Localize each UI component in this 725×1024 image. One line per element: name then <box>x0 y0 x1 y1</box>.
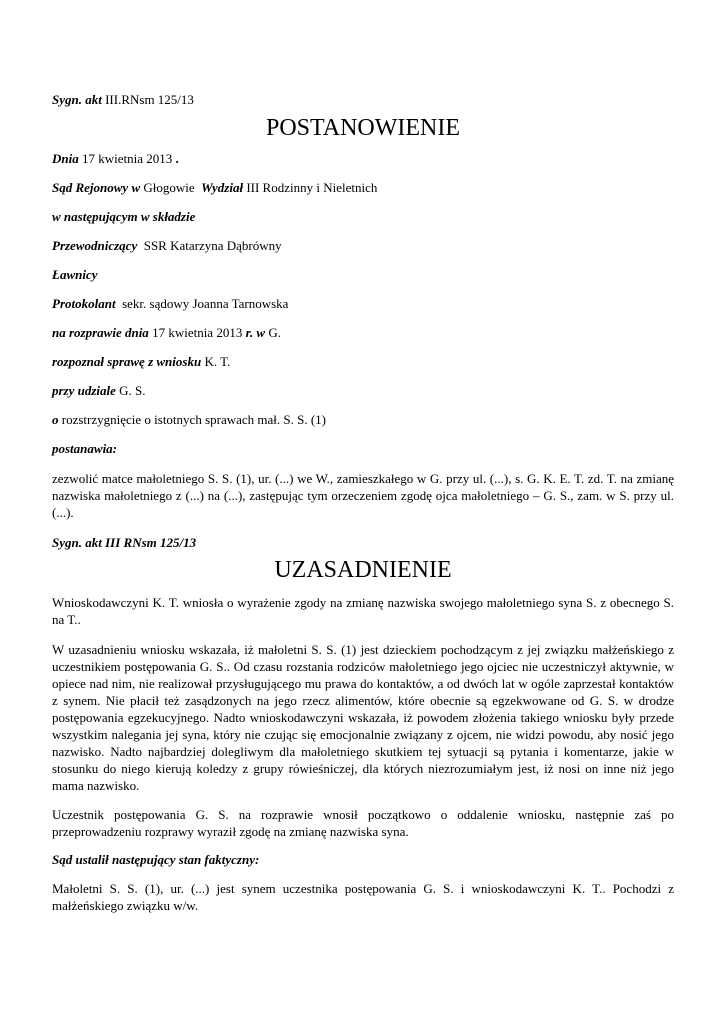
chair-value: SSR Katarzyna Dąbrówny <box>143 238 282 253</box>
clerk-label: Protokolant <box>52 296 116 311</box>
motion-value: K. T. <box>204 354 231 369</box>
composition-label: w następującym w składzie <box>52 209 196 224</box>
hearing-rw: r. w <box>245 325 266 340</box>
date-value: 17 kwietnia 2013 <box>81 151 173 166</box>
reasons-paragraph-2: W uzasadnieniu wniosku wskazała, iż małoletni S. S. (1) jest dzieckiem pochodzącym z jej związku małżeńskiego z uczestnikiem postępowania G. S.. Od czasu rozstania rodziców małoletniego jego ojciec nie uczestniczył aktywnie, w opiece nad nim, nie realizował przysługującego mu prawa do kontaktów, a od dwóch lat w ogóle zaprzestał kontaktów z synem. Nie płacił też zasądzonych na jego rzecz alimentów, które obecnie są egzekwowane od G. S. w drodze postępowania egzekucyjnego. Nadto wnioskodawczyni wskazała, iż powodem złożenia takiego wniosku były przede wszystkim nalegania jej syna, który nie czując się emocjonalnie związany z ojcem, nie widzi powodu, aby nosić jego nazwisko. Nadto najbardziej dolegliwym dla małoletniego skutkiem tej sytuacji są pytania i komentarze, jakie w stosunku do niego kierują koledzy z grupy rówieśniczej, dla których niezrozumiałym jest, iż nosi on inne niż jego mama nazwisko. <box>52 642 674 793</box>
chair-label: Przewodniczący <box>52 238 138 253</box>
court-line <box>52 180 377 196</box>
subject-line <box>52 412 326 428</box>
department-value: III Rodzinny i Nieletnich <box>246 180 378 195</box>
subject-label: o <box>52 412 59 427</box>
title-uzasadnienie: UZASADNIENIE <box>274 557 452 583</box>
motion-label: rozpoznał sprawę z wniosku <box>52 354 202 369</box>
ruling-paragraph: zezwolić matce małoletniego S. S. (1), ur. (...) we W., zamieszkałego w G. przy ul. (...), s. G. K. E. T. zd. T. na zmianę nazwiska małoletniego z (...) na (...), zastępując tym orzeczeniem zgodę ojca małoletniego – G. S., zam. w S. przy ul. (...). <box>52 471 674 520</box>
participant-label: przy udziale <box>52 383 116 398</box>
date-label: Dnia <box>52 151 79 166</box>
decides-label: postanawia: <box>52 441 118 456</box>
participant-value: G. S. <box>119 383 146 398</box>
date-line <box>52 151 179 167</box>
department-label: Wydział <box>201 180 244 195</box>
hearing-date: 17 kwietnia 2013 <box>152 325 243 340</box>
hearing-line <box>52 325 281 341</box>
facts-paragraph: Małoletni S. S. (1), ur. (...) jest synem uczestnika postępowania G. S. i wnioskodawczyni K. T.. Pochodzi z małżeńskiego związku w/w. <box>52 881 674 913</box>
clerk-line <box>52 296 288 312</box>
case-signature-mid: Sygn. akt III RNsm 125/13 <box>52 535 197 550</box>
case-signature-top <box>52 92 194 108</box>
facts-label: Sąd ustalił następujący stan faktyczny: <box>52 852 260 867</box>
reasons-paragraph-3: Uczestnik postępowania G. S. na rozprawie wnosił początkowo o oddalenie wniosku, następnie zaś po przeprowadzeniu rozprawy wyraził zgodę na zmianę nazwiska syna. <box>52 807 674 839</box>
chair-line <box>52 238 282 254</box>
signature-value: III.RNsm 125/13 <box>105 92 194 107</box>
title-postanowienie: POSTANOWIENIE <box>265 115 461 141</box>
motion-line <box>52 354 230 370</box>
clerk-value: sekr. sądowy Joanna Tarnowska <box>122 296 289 311</box>
signature-label: Sygn. akt <box>52 92 102 107</box>
reasons-paragraph-1: Wnioskodawczyni K. T. wniosła o wyrażenie zgody na zmianę nazwiska swojego małoletniego syna S. z obecnego S. na T.. <box>52 595 674 627</box>
lay-judges-label: Ławnicy <box>52 267 98 282</box>
court-city: Głogowie <box>143 180 195 195</box>
subject-value: rozstrzygnięcie o istotnych sprawach mał. S. S. (1) <box>61 412 327 427</box>
hearing-place: G. <box>268 325 281 340</box>
court-label: Sąd Rejonowy w <box>52 180 141 195</box>
hearing-label: na rozprawie dnia <box>52 325 149 340</box>
participant-line <box>52 383 146 399</box>
date-suffix: . <box>175 151 179 166</box>
